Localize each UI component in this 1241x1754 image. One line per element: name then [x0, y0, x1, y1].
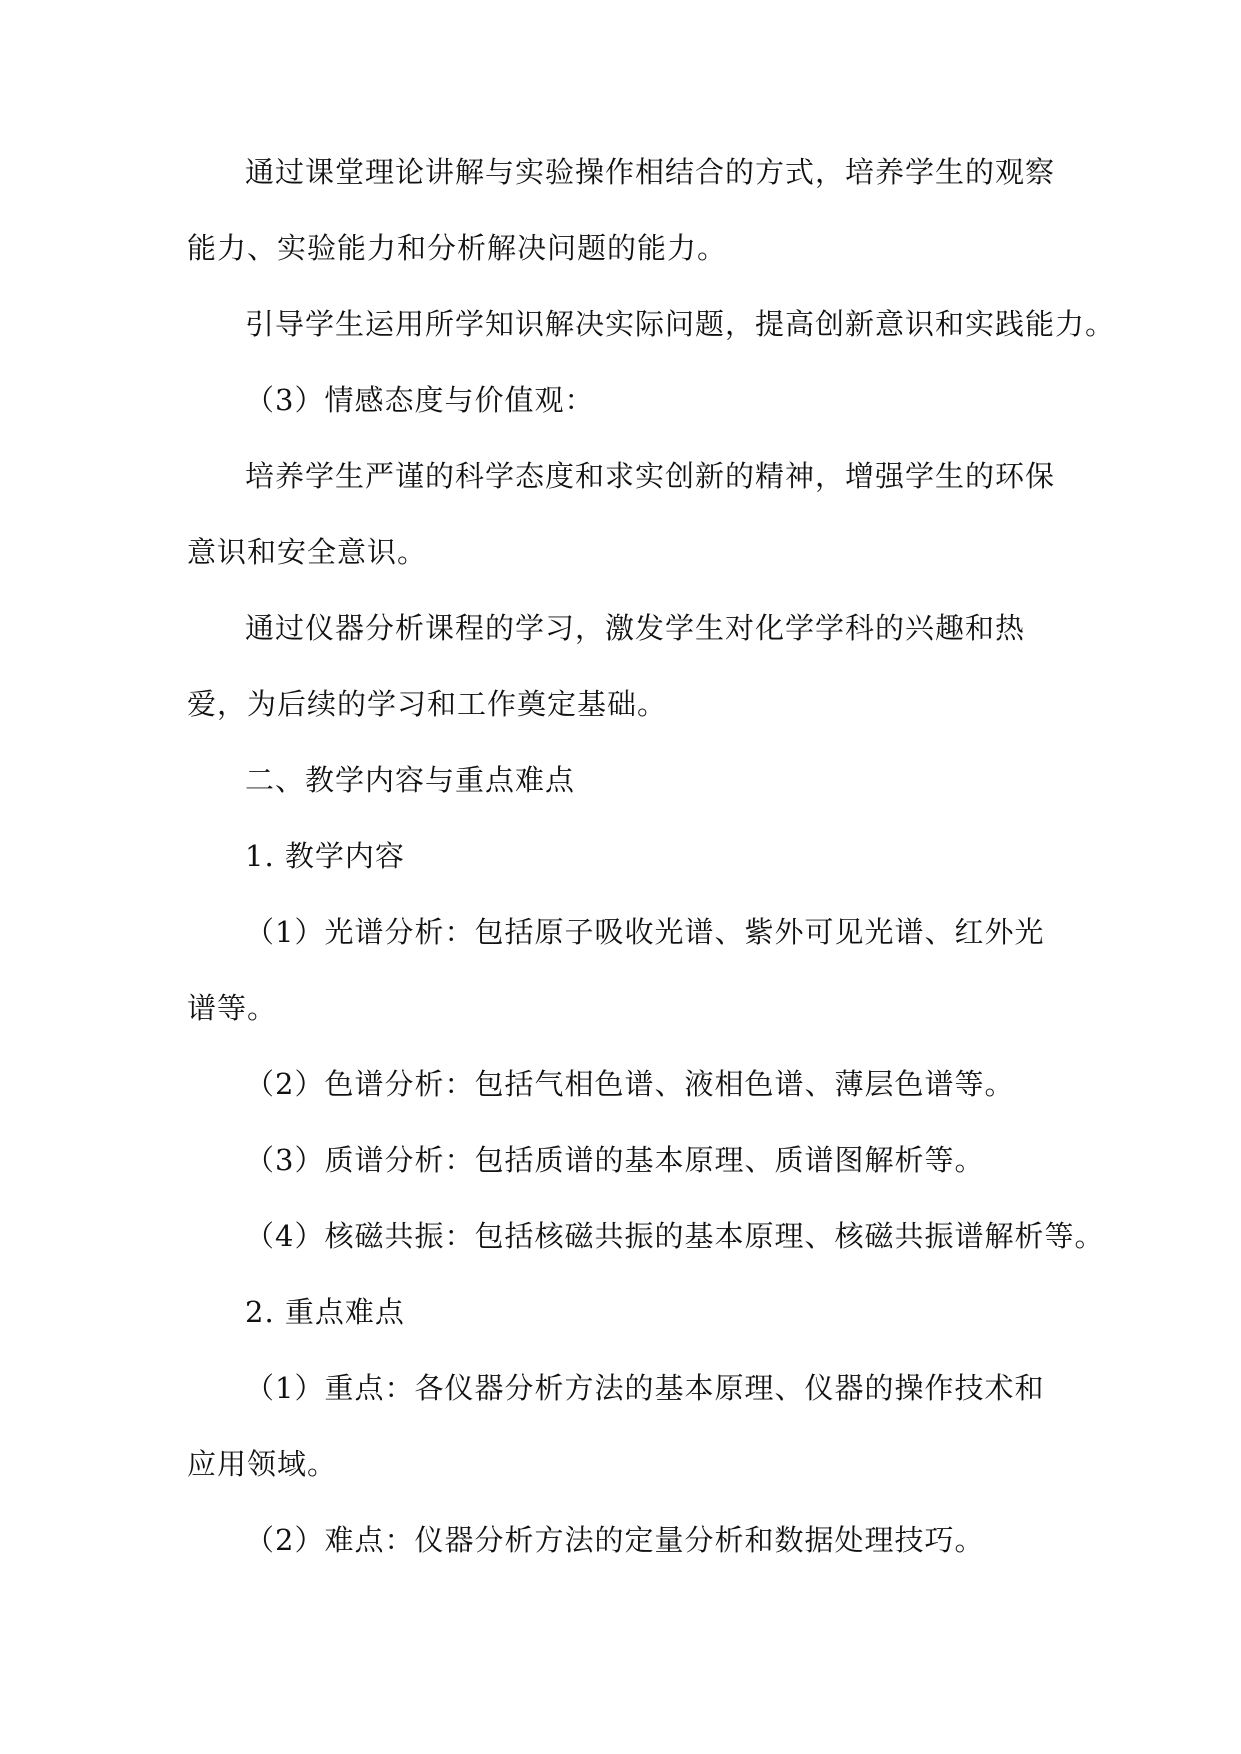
paragraph-scientific-attitude: 培养学生严谨的科学态度和求实创新的精神，增强学生的环保意识和安全意识。	[187, 459, 1056, 569]
list-item-chromatography: （2）色谱分析：包括气相色谱、液相色谱、薄层色谱等。	[245, 1067, 1015, 1101]
subheading-key-points: 2. 重点难点	[245, 1295, 405, 1329]
list-item-difficulty: （2）难点：仪器分析方法的定量分析和数据处理技巧。	[245, 1523, 985, 1557]
subheading-teaching-content: 1. 教学内容	[245, 839, 405, 873]
section-heading-content: 二、教学内容与重点难点	[245, 763, 576, 797]
paragraph-methods: 通过课堂理论讲解与实验操作相结合的方式，培养学生的观察能力、实验能力和分析解决问题的能力。	[187, 155, 1056, 265]
list-item-mass-spectrometry: （3）质谱分析：包括质谱的基本原理、质谱图解析等。	[245, 1143, 985, 1177]
paragraph-application: 引导学生运用所学知识解决实际问题，提高创新意识和实践能力。	[245, 307, 1116, 341]
heading-emotion-values: （3）情感态度与价值观：	[245, 383, 595, 417]
list-item-nmr: （4）核磁共振：包括核磁共振的基本原理、核磁共振谱解析等。	[245, 1219, 1105, 1253]
paragraph-interest: 通过仪器分析课程的学习，激发学生对化学学科的兴趣和热爱，为后续的学习和工作奠定基础。	[187, 611, 1026, 721]
list-item-spectroscopy: （1）光谱分析：包括原子吸收光谱、紫外可见光谱、红外光谱等。	[187, 915, 1045, 1025]
list-item-key-point: （1）重点：各仪器分析方法的基本原理、仪器的操作技术和应用领域。	[187, 1371, 1045, 1481]
